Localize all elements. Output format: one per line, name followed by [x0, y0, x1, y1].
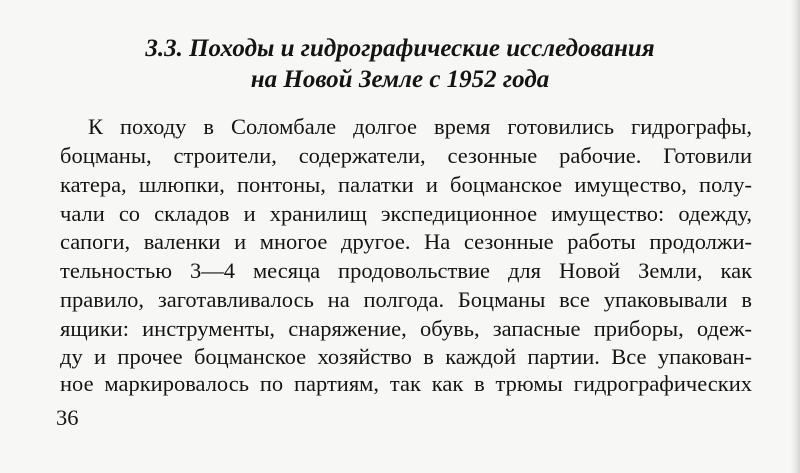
paragraph-line: правило, заготавливалось на полгода. Боцманы все упаковывали в	[60, 287, 752, 312]
paragraph-line: ящики: инструменты, снаряжение, обувь, запасные приборы, одеж-	[60, 316, 752, 341]
section-heading-line-2: на Новой Земле с 1952 года	[250, 66, 550, 93]
page-edge-shadow	[790, 0, 800, 473]
paragraph-line: ду и прочее боцманское хозяйство в каждой партии. Все упакован-	[60, 344, 752, 369]
paragraph-line: боцманы, строители, содержатели, сезонные рабочие. Готовили	[60, 143, 752, 168]
paragraph-line: ное маркировалось по партиям, так как в трюмы гидрографических	[60, 371, 752, 396]
page-number: 36	[56, 405, 79, 430]
paragraph-line: тельностью 3—4 месяца продовольствие для Новой Земли, как	[60, 258, 752, 283]
section-heading-line-1: 3.3. Походы и гидрографические исследования	[145, 35, 655, 62]
paragraph-line: катера, шлюпки, понтоны, палатки и боцманское имущество, полу-	[60, 172, 752, 197]
paragraph-line: сапоги, валенки и многое другое. На сезонные работы продолжи-	[60, 229, 752, 254]
paragraph-line: К походу в Соломбале долгое время готовились гидрографы,	[88, 114, 752, 139]
paragraph-line: чали со складов и хранилищ экспедиционное имущество: одежду,	[60, 201, 752, 226]
